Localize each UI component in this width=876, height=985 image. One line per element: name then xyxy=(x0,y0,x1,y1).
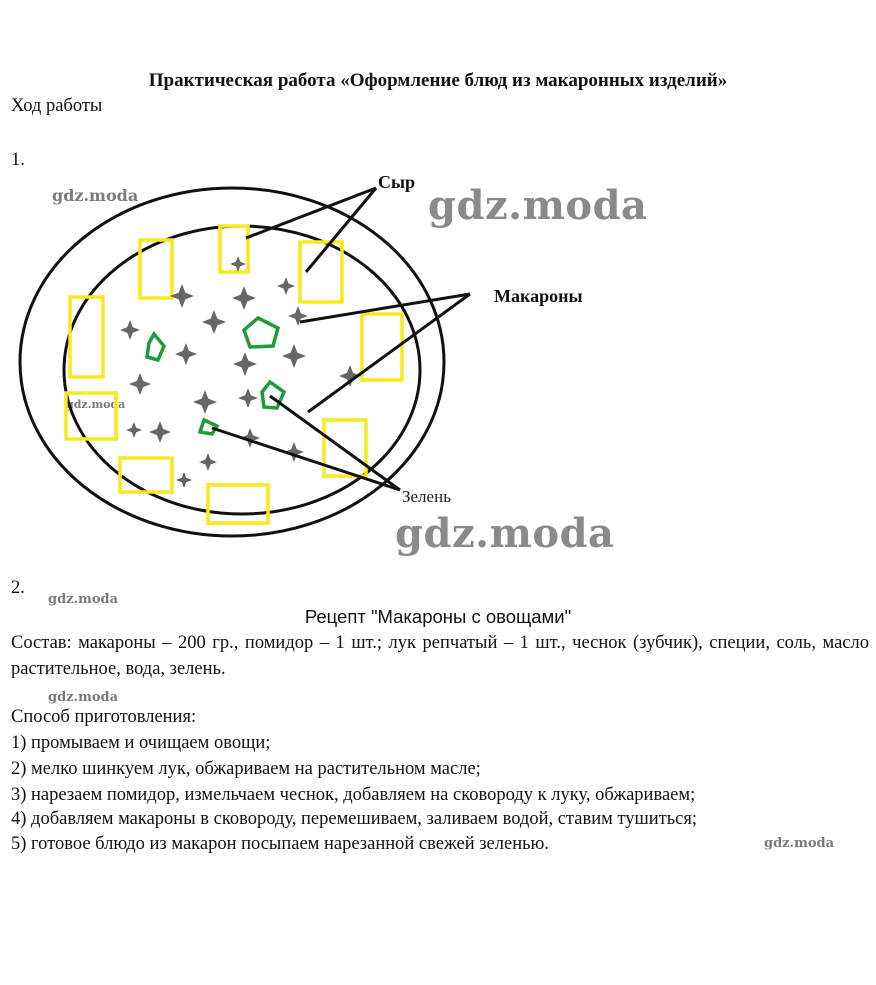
label-pasta: Макароны xyxy=(494,286,583,306)
pasta-piece xyxy=(288,306,308,326)
greens-piece xyxy=(147,334,164,360)
watermark: gdz.moda xyxy=(428,182,648,229)
page-title: Практическая работа «Оформление блюд из макаронных изделий» xyxy=(148,70,728,91)
method-step: 3) нарезаем помидор, измельчаем чеснок, добавляем на сковороду к луку, обжариваем; xyxy=(11,785,696,805)
pasta-piece xyxy=(232,286,256,310)
pasta-piece xyxy=(193,390,217,414)
step-2-number: 2. xyxy=(11,578,25,598)
watermark: gdz.moda xyxy=(48,690,119,705)
method-step: 5) готовое блюдо из макарон посыпаем нарезанной свежей зеленью. xyxy=(11,834,549,854)
cheese-piece xyxy=(208,485,268,523)
method-step: 1) промываем и очищаем овощи; xyxy=(11,733,271,753)
pasta-piece xyxy=(129,373,151,395)
pasta-piece xyxy=(120,320,140,340)
work-progress-heading: Ход работы xyxy=(11,96,103,116)
step-1-number: 1. xyxy=(11,150,25,170)
pasta-piece xyxy=(175,343,197,365)
greens-piece xyxy=(244,318,278,347)
pasta-piece xyxy=(202,310,226,334)
watermark: gdz.moda xyxy=(66,398,126,411)
pasta-piece xyxy=(233,352,257,376)
watermark: gdz.moda xyxy=(52,186,139,205)
pasta-piece xyxy=(230,256,246,272)
method-step: 2) мелко шинкуем лук, обжариваем на растительном масле; xyxy=(11,759,481,779)
cheese-piece xyxy=(120,458,172,492)
pasta-piece xyxy=(199,453,217,471)
method-heading: Способ приготовления: xyxy=(11,707,197,727)
pasta-piece xyxy=(282,344,306,368)
greens-pointer-line xyxy=(212,428,400,490)
method-step: 4) добавляем макароны в сковороду, перемешиваем, заливаем водой, ставим тушиться; xyxy=(11,809,698,829)
greens-piece xyxy=(200,420,217,434)
pasta-pointer-line xyxy=(308,294,470,412)
pasta-pointer-line xyxy=(300,294,470,322)
pasta-piece xyxy=(238,388,258,408)
pasta-piece xyxy=(277,277,295,295)
watermark: gdz.moda xyxy=(395,510,615,557)
recipe-title: Рецепт "Макароны с овощами" xyxy=(304,606,572,627)
watermark: gdz.moda xyxy=(48,592,119,607)
pasta-piece xyxy=(176,472,192,488)
pasta-piece xyxy=(126,422,142,438)
recipe-composition: Состав: макароны – 200 гр., помидор – 1 шт.; лук репчатый – 1 шт., чеснок (зубчик), специи, соль, масло растительное, вода, зелень. xyxy=(11,633,869,679)
label-cheese: Сыр xyxy=(378,172,416,192)
label-greens: Зелень xyxy=(402,487,451,506)
watermark: gdz.moda xyxy=(764,836,835,851)
pasta-piece xyxy=(149,421,171,443)
cheese-piece xyxy=(70,297,103,377)
